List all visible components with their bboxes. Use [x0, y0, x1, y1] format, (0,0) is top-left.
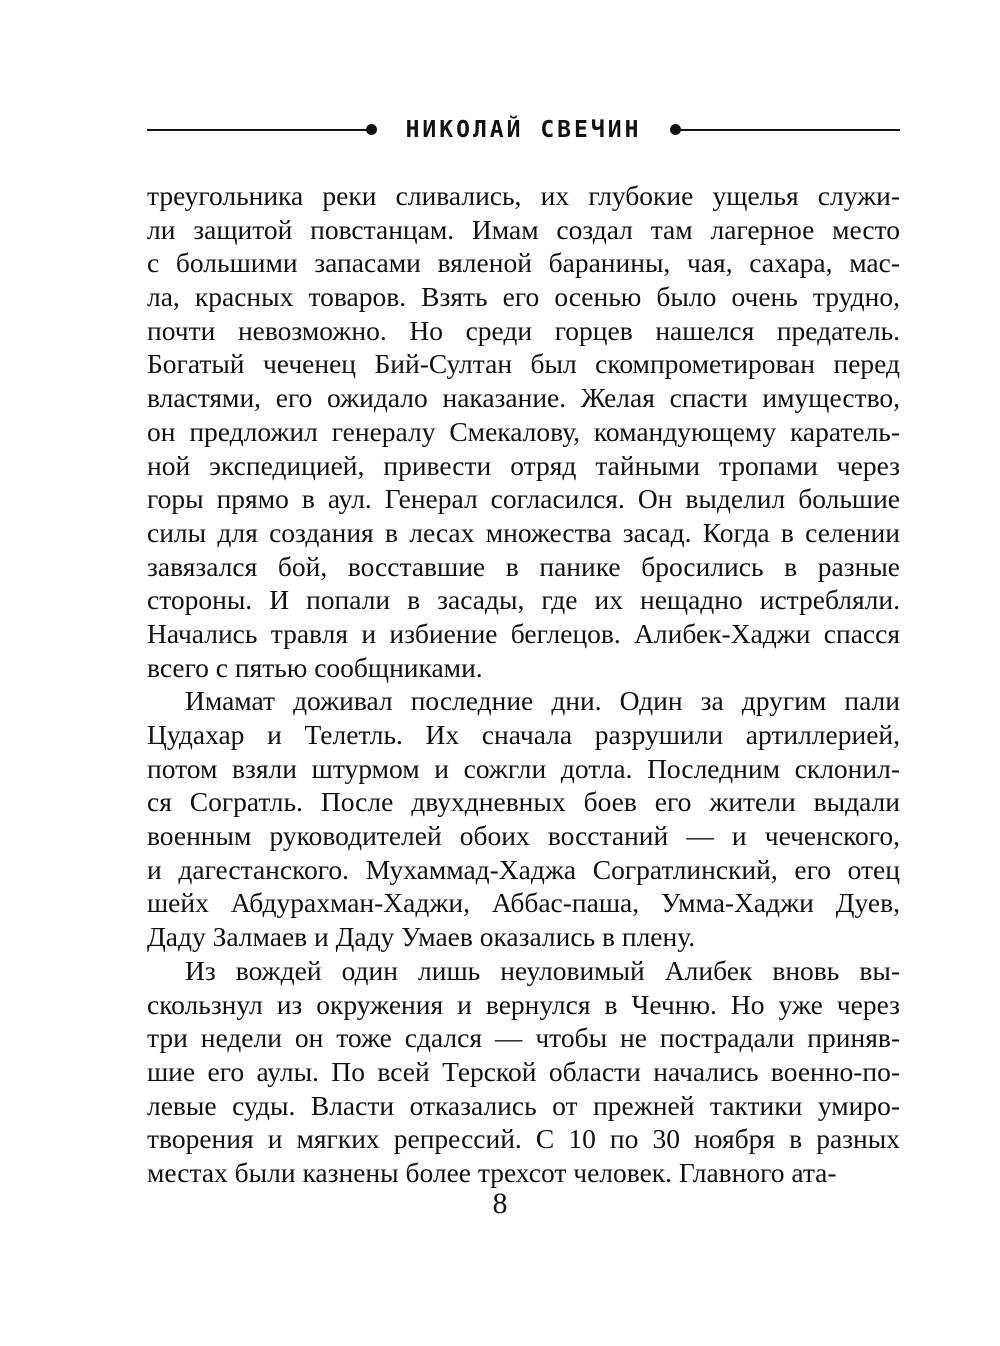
text-line: Начались травля и избиение беглецов. Алибек-Хаджи спасся: [147, 617, 900, 649]
page-number: 8: [492, 1187, 508, 1220]
text-line: ла, красных товаров. Взять его осенью было очень трудно,: [147, 281, 900, 313]
text-line: с большими запасами вяленой баранины, чая, сахара, мас-: [147, 247, 900, 279]
text-line: Цудахар и Телетль. Их сначала разрушили артиллерией,: [147, 719, 900, 750]
text-line: и дагестанского. Мухаммад-Хаджа Согратлинский, его отец: [147, 853, 900, 885]
text-line: стороны. И попали в засады, где их нещадно истребляли.: [147, 584, 900, 616]
text-line: Даду Залмаев и Даду Умаев оказались в плену.: [147, 921, 696, 953]
text-line: ной экспедицией, привести отряд тайными тропами через: [147, 449, 900, 481]
text-line: Богатый чеченец Бий-Султан был скомпрометирован перед: [147, 348, 900, 380]
text-line: потом взяли штурмом и сожгли дотла. Последним склонил-: [147, 752, 900, 784]
text-line: горы прямо в аул. Генерал согласился. Он выделил большие: [147, 483, 900, 515]
text-line: военным руководителей обоих восстаний — и чеченского,: [147, 820, 900, 852]
text-line: властями, его ожидало наказание. Желая спасти имущество,: [147, 382, 900, 414]
text-line: он предложил генералу Смекалову, командующему каратель-: [147, 415, 900, 447]
text-line: местах были казнены более трехсот человек. Главного ата-: [147, 1156, 837, 1188]
header-rule-right: [678, 129, 900, 131]
text-line: скользнул из окружения и вернулся в Чечню. Но уже через: [147, 988, 900, 1020]
text-line: шие его аулы. По всей Терской области начались военно-по-: [147, 1055, 900, 1087]
text-line: треугольника реки сливались, их глубокие ущелья служи-: [147, 180, 900, 211]
text-line: творения и мягких репрессий. С 10 по 30 ноября в разных: [147, 1123, 900, 1155]
text-line: Из вождей один лишь неуловимый Алибек вновь вы-: [185, 954, 900, 986]
author-name: НИКОЛАЙ СВЕЧИН: [405, 117, 642, 143]
text-line: всего с пятью сообщниками.: [147, 651, 483, 683]
text-line: три недели он тоже сдался — чтобы не пострадали приняв-: [147, 1022, 900, 1054]
text-line: ся Согратль. После двухдневных боев его жители выдали: [147, 786, 900, 818]
body-text: [147, 179, 900, 1190]
text-line: ли защитой повстанцам. Имам создал там лагерное место: [147, 213, 900, 245]
text-line: Имамат доживал последние дни. Один за другим пали: [185, 685, 900, 717]
text-line: шейх Абдурахман-Хаджи, Аббас-паша, Умма-Хаджи Дуев,: [147, 887, 900, 919]
text-line: завязался бой, восставшие в панике бросились в разные: [147, 550, 900, 582]
running-head: [147, 112, 900, 148]
text-line: силы для создания в лесах множества засад. Когда в селении: [147, 516, 900, 548]
text-line: левые суды. Власти отказались от прежней тактики умиро-: [147, 1089, 900, 1121]
text-line: почти невозможно. Но среди горцев нашелся предатель.: [147, 314, 900, 346]
